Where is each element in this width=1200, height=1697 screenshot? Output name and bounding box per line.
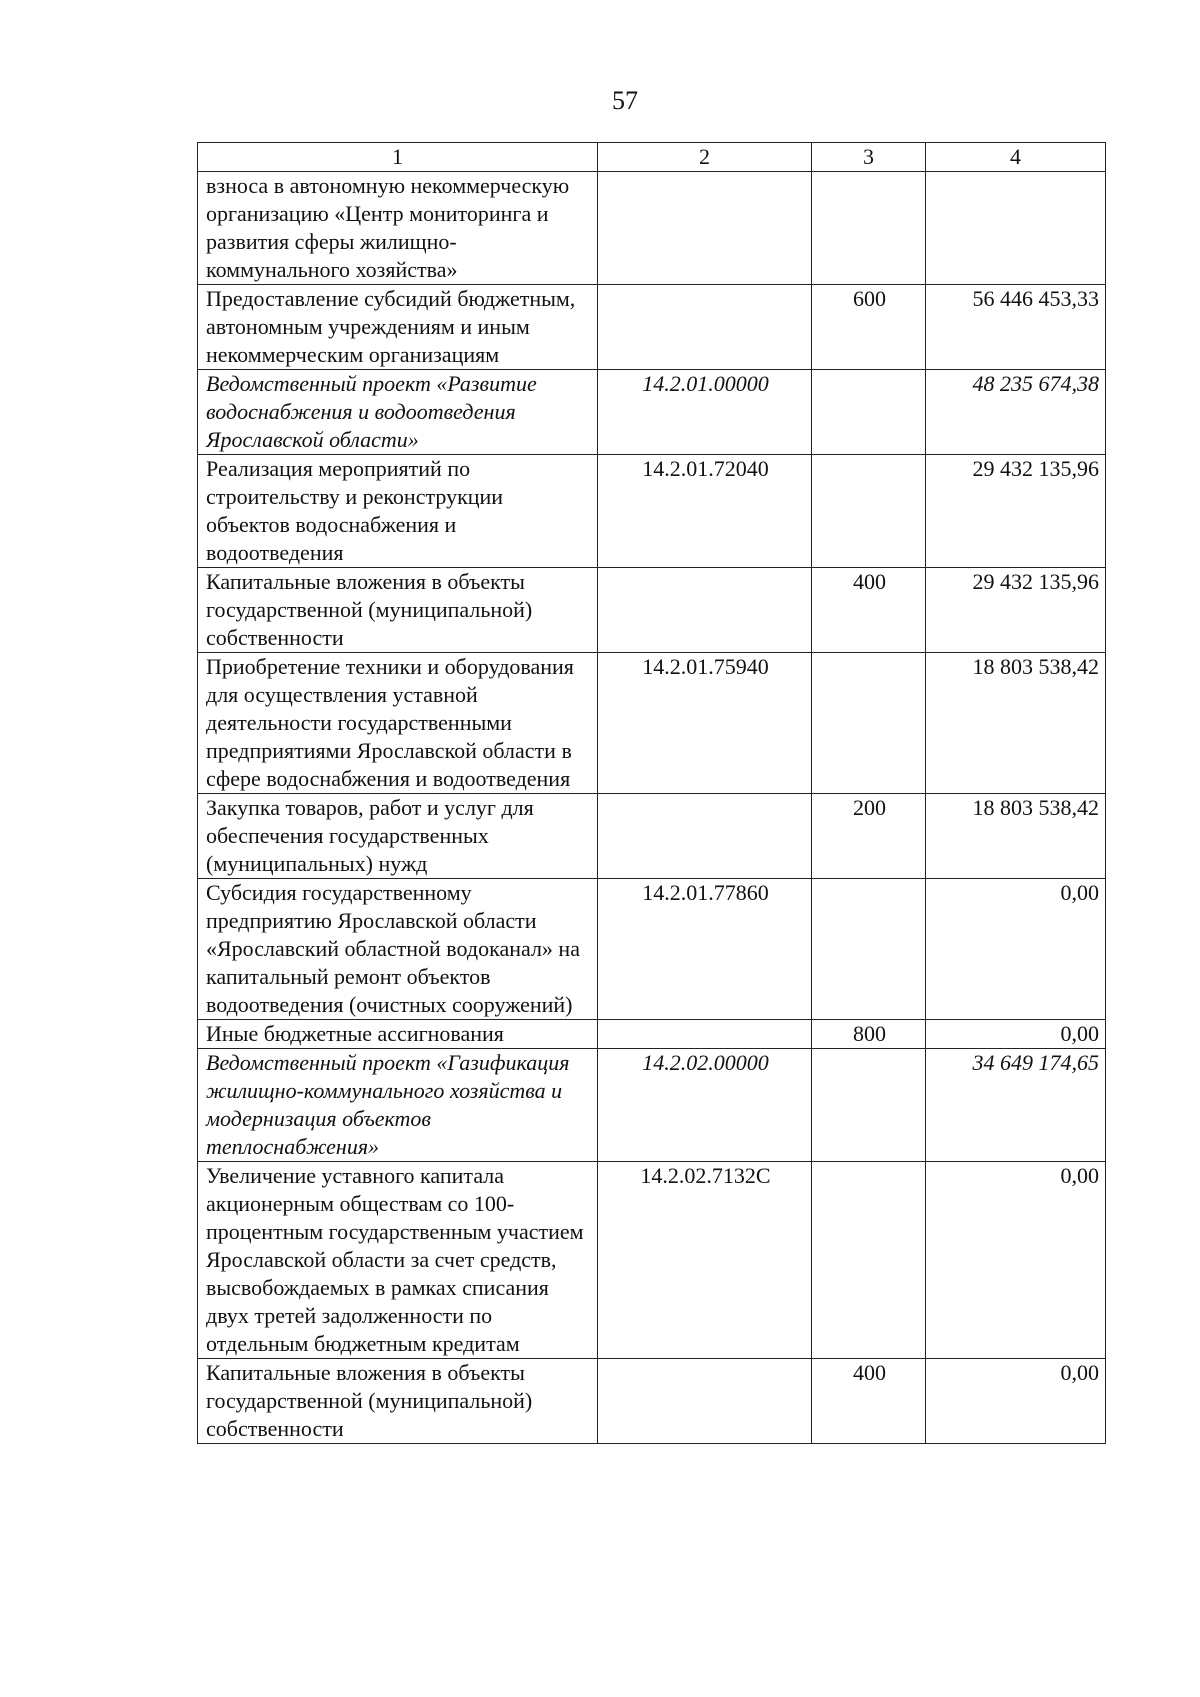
- table-row: [198, 1020, 1106, 1049]
- table-row: [198, 285, 1106, 370]
- row-name-cell: Реализация мероприятий по строительству и реконструкции объектов водоснабжения и водоотведения: [198, 455, 598, 568]
- row-type-cell: [812, 1162, 926, 1359]
- table-row: [198, 172, 1106, 285]
- row-code-cell: 14.2.01.72040: [598, 455, 812, 568]
- table-row: [198, 1359, 1106, 1444]
- row-name-cell: Увеличение уставного капитала акционерным обществам со 100-процентным государственным участием Ярославской области за счет средств, высвобождаемых в рамках списания двух третей задолженности по отдельным бюджетным кредитам: [198, 1162, 598, 1359]
- row-code-cell: 14.2.01.00000: [598, 370, 812, 455]
- row-type-cell: 400: [812, 1359, 926, 1444]
- row-type-cell: [812, 653, 926, 794]
- row-name-cell: Приобретение техники и оборудования для осуществления уставной деятельности государственными предприятиями Ярославской области в сфере водоснабжения и водоотведения: [198, 653, 598, 794]
- row-type-cell: [812, 455, 926, 568]
- row-type-cell: 600: [812, 285, 926, 370]
- row-type-cell: [812, 370, 926, 455]
- table-row-project: [198, 1049, 1106, 1162]
- row-code-cell: 14.2.01.77860: [598, 879, 812, 1020]
- row-name-cell: Иные бюджетные ассигнования: [198, 1020, 598, 1049]
- table-row: [198, 794, 1106, 879]
- row-amount-cell: [926, 172, 1106, 285]
- row-code-cell: 14.2.02.7132С: [598, 1162, 812, 1359]
- row-type-cell: 800: [812, 1020, 926, 1049]
- row-amount-cell: 0,00: [926, 1359, 1106, 1444]
- row-code-cell: 14.2.01.75940: [598, 653, 812, 794]
- row-type-cell: [812, 172, 926, 285]
- row-name-cell: Капитальные вложения в объекты государственной (муниципальной) собственности: [198, 1359, 598, 1444]
- budget-table: [197, 142, 1106, 1444]
- row-amount-cell: 56 446 453,33: [926, 285, 1106, 370]
- column-header-3: 3: [812, 143, 926, 172]
- row-amount-cell: 0,00: [926, 1162, 1106, 1359]
- row-amount-cell: 0,00: [926, 1020, 1106, 1049]
- column-header-2: 2: [598, 143, 812, 172]
- table-row: [198, 1162, 1106, 1359]
- table-row: [198, 653, 1106, 794]
- row-type-cell: 200: [812, 794, 926, 879]
- row-name-cell: Предоставление субсидий бюджетным, автономным учреждениям и иным некоммерческим организациям: [198, 285, 598, 370]
- row-code-cell: [598, 1020, 812, 1049]
- column-header-1: 1: [198, 143, 598, 172]
- row-name-cell: Капитальные вложения в объекты государственной (муниципальной) собственности: [198, 568, 598, 653]
- table-row: [198, 455, 1106, 568]
- row-code-cell: 14.2.02.00000: [598, 1049, 812, 1162]
- row-name-cell: взноса в автономную некоммерческую организацию «Центр мониторинга и развития сферы жилищно-коммунального хозяйства»: [198, 172, 598, 285]
- row-code-cell: [598, 568, 812, 653]
- row-amount-cell: 18 803 538,42: [926, 653, 1106, 794]
- row-name-cell: Ведомственный проект «Развитие водоснабжения и водоотведения Ярославской области»: [198, 370, 598, 455]
- row-type-cell: 400: [812, 568, 926, 653]
- row-code-cell: [598, 172, 812, 285]
- row-amount-cell: 29 432 135,96: [926, 568, 1106, 653]
- row-name-cell: Закупка товаров, работ и услуг для обеспечения государственных (муниципальных) нужд: [198, 794, 598, 879]
- row-name-cell: Ведомственный проект «Газификация жилищно-коммунального хозяйства и модернизация объектов теплоснабжения»: [198, 1049, 598, 1162]
- table-row: [198, 879, 1106, 1020]
- row-code-cell: [598, 1359, 812, 1444]
- row-type-cell: [812, 879, 926, 1020]
- row-amount-cell: 18 803 538,42: [926, 794, 1106, 879]
- row-amount-cell: 29 432 135,96: [926, 455, 1106, 568]
- row-type-cell: [812, 1049, 926, 1162]
- row-name-cell: Субсидия государственному предприятию Ярославской области «Ярославский областной водоканал» на капитальный ремонт объектов водоотведения (очистных сооружений): [198, 879, 598, 1020]
- row-code-cell: [598, 794, 812, 879]
- column-header-4: 4: [926, 143, 1106, 172]
- row-code-cell: [598, 285, 812, 370]
- row-amount-cell: 0,00: [926, 879, 1106, 1020]
- row-amount-cell: 34 649 174,65: [926, 1049, 1106, 1162]
- row-amount-cell: 48 235 674,38: [926, 370, 1106, 455]
- table-row-project: [198, 370, 1106, 455]
- table-row: [198, 568, 1106, 653]
- page-number: 57: [612, 86, 638, 115]
- table-header-row: [198, 143, 1106, 172]
